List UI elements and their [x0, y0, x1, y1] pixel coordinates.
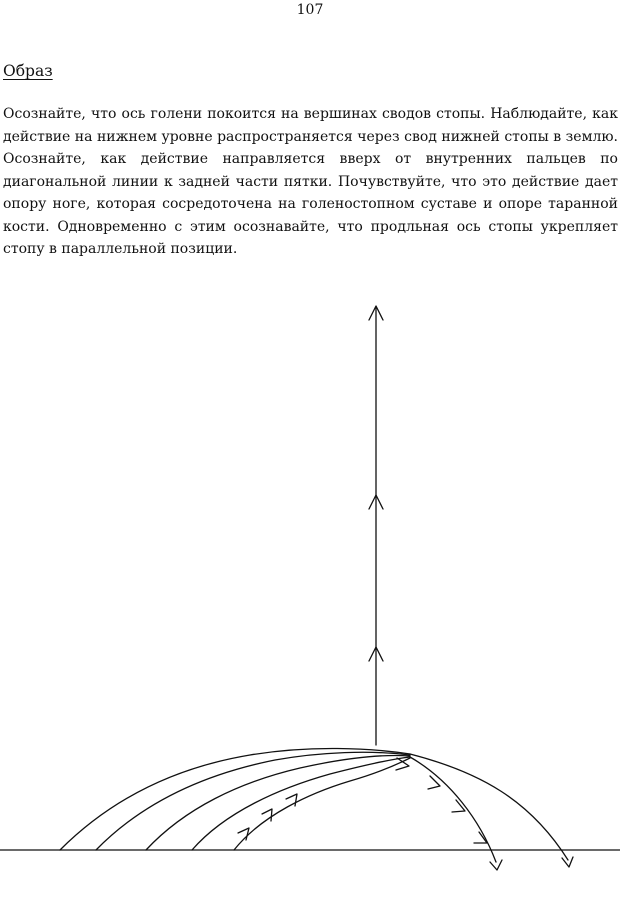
heel-arrow-3	[452, 800, 465, 812]
body-paragraph: Осознайте, что ось голени покоится на вершинах сводов стопы. Наблюдайте, как действие на нижнем уровне распространяется через свод нижней стопы в землю. Осознайте, как действие направляется вверх от внутренних пальцев по диагональной линии к задней части пятки. Почувствуйте, что это действие дает опору ноге, которая сосредоточена на голеностопном суставе и опоре таранной кости. Одновременно с этим осознавайте, что продльная ось стопы укрепляет стопу в параллельной позиции.	[3, 106, 618, 257]
arch-arrow-1	[238, 828, 249, 840]
arch-curve-3	[146, 756, 410, 851]
arch-curve-5	[234, 758, 410, 850]
arch-curve-4	[192, 757, 410, 850]
heel-curve-inner	[410, 757, 496, 862]
section-title: Образ	[3, 62, 53, 80]
page-number: 107	[296, 2, 324, 18]
arch-curve-2	[96, 752, 410, 850]
